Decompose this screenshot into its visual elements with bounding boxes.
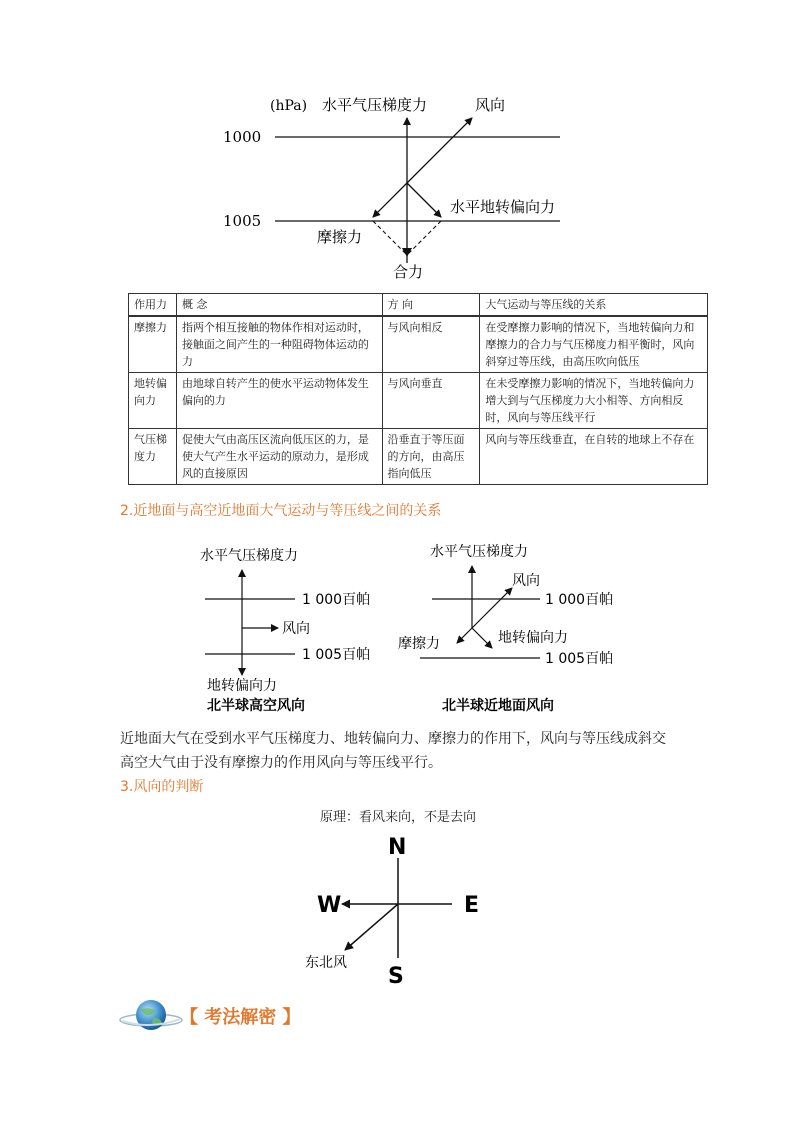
isobar-top-label: 1 000百帕 [302, 592, 371, 608]
exam-method-badge: 【 考法解密 】 [180, 1007, 301, 1028]
friction-arrow [373, 183, 407, 217]
isobar-1000-label: 1000 [223, 128, 262, 146]
globe-icon [118, 996, 184, 1036]
resultant-label: 合力 [393, 263, 424, 281]
isobar-bottom-label: 1 005百帕 [545, 651, 614, 667]
table-cell: 在受摩擦力影响的情况下，当地转偏向力和摩擦力的合力与气压梯度力相平衡时，风向斜穿过等压线，由高压吹向低压 [480, 316, 708, 373]
force-comparison-table [128, 293, 708, 485]
table-cell: 摩擦力 [129, 316, 177, 373]
wind-label: 风向 [512, 573, 540, 589]
unit-label: (hPa) [270, 98, 308, 114]
pgf-label: 水平气压梯度力 [200, 548, 298, 564]
table-cell: 促使大气由高压区流向低压区的力，是使大气产生水平运动的原动力，是形成风的直接原因 [176, 429, 382, 485]
table-cell: 与风向垂直 [382, 373, 480, 429]
isobar-top-label: 1 000百帕 [545, 592, 614, 608]
north-label: N [388, 835, 407, 860]
table-cell: 在未受摩擦力影响的情况下，当地转偏向力增大到与气压梯度力大小相等、方向相反时，风向与等压线平行 [480, 373, 708, 429]
isobar-bottom-label: 1 005百帕 [302, 647, 371, 663]
section-2-title: 2.近地面与高空近地面大气运动与等压线之间的关系 [120, 503, 442, 519]
wind-label: 风向 [475, 96, 506, 114]
table-cell: 沿垂直于等压面的方向，由高压指向低压 [382, 429, 480, 485]
pgf-label: 水平气压梯度力 [430, 544, 528, 560]
coriolis-label: 地转偏向力 [498, 630, 568, 646]
friction-arrow [457, 628, 472, 643]
table-cell: 指两个相互接触的物体作相对运动时，接触面之间产生的一种阻碍物体运动的力 [176, 316, 382, 373]
coriolis-label: 地转偏向力 [207, 678, 277, 694]
northeast-wind-arrow [345, 904, 398, 950]
compass-diagram [295, 828, 505, 993]
table-cell: 由地球自转产生的使水平运动物体发生偏向的力 [176, 373, 382, 429]
header-concept: 概 念 [176, 294, 382, 317]
pgf-label: 水平气压梯度力 [322, 96, 428, 114]
paragraph-line-2: 高空大气由于没有摩擦力的作用风向与等压线平行。 [120, 755, 442, 771]
dashed-line-right [407, 221, 441, 255]
south-label: S [388, 964, 404, 989]
header-relation: 大气运动与等压线的关系 [480, 294, 708, 317]
header-direction: 方 向 [382, 294, 480, 317]
table-cell: 地转偏向力 [129, 373, 177, 429]
wind-diagram-near-surface [395, 538, 625, 718]
east-label: E [464, 893, 480, 918]
friction-label: 摩擦力 [398, 636, 440, 652]
table-row [129, 316, 708, 373]
caption-high-altitude: 北半球高空风向 [207, 698, 305, 714]
table-cell: 风向与等压线垂直，在自转的地球上不存在 [480, 429, 708, 485]
table-cell: 气压梯度力 [129, 429, 177, 485]
northeast-wind-label: 东北风 [305, 955, 347, 971]
compass-principle: 原理：看风来向，不是去向 [320, 810, 477, 825]
isobar-1005-label: 1005 [223, 212, 262, 230]
dashed-line-left [373, 221, 407, 255]
coriolis-arrow [472, 628, 492, 648]
table-row [129, 373, 708, 429]
wind-diagram-high-altitude [195, 538, 395, 718]
coriolis-arrow [407, 183, 441, 217]
table-row [129, 429, 708, 485]
friction-label: 摩擦力 [317, 228, 363, 246]
wind-arrow [407, 118, 472, 183]
table-cell: 与风向相反 [382, 316, 480, 373]
header-force: 作用力 [129, 294, 177, 317]
paragraph-line-1: 近地面大气在受到水平气压梯度力、地转偏向力、摩擦力的作用下，风向与等压线成斜交 [120, 731, 666, 747]
wind-label: 风向 [282, 621, 310, 637]
table-header-row [129, 294, 708, 317]
caption-near-surface: 北半球近地面风向 [442, 698, 554, 714]
coriolis-label: 水平地转偏向力 [450, 198, 556, 216]
wind-arrow [472, 588, 512, 628]
resultant-arrowhead [402, 248, 412, 257]
section-3-title: 3.风向的判断 [120, 779, 204, 795]
west-label: W [317, 893, 342, 918]
force-diagram-1 [200, 88, 620, 288]
